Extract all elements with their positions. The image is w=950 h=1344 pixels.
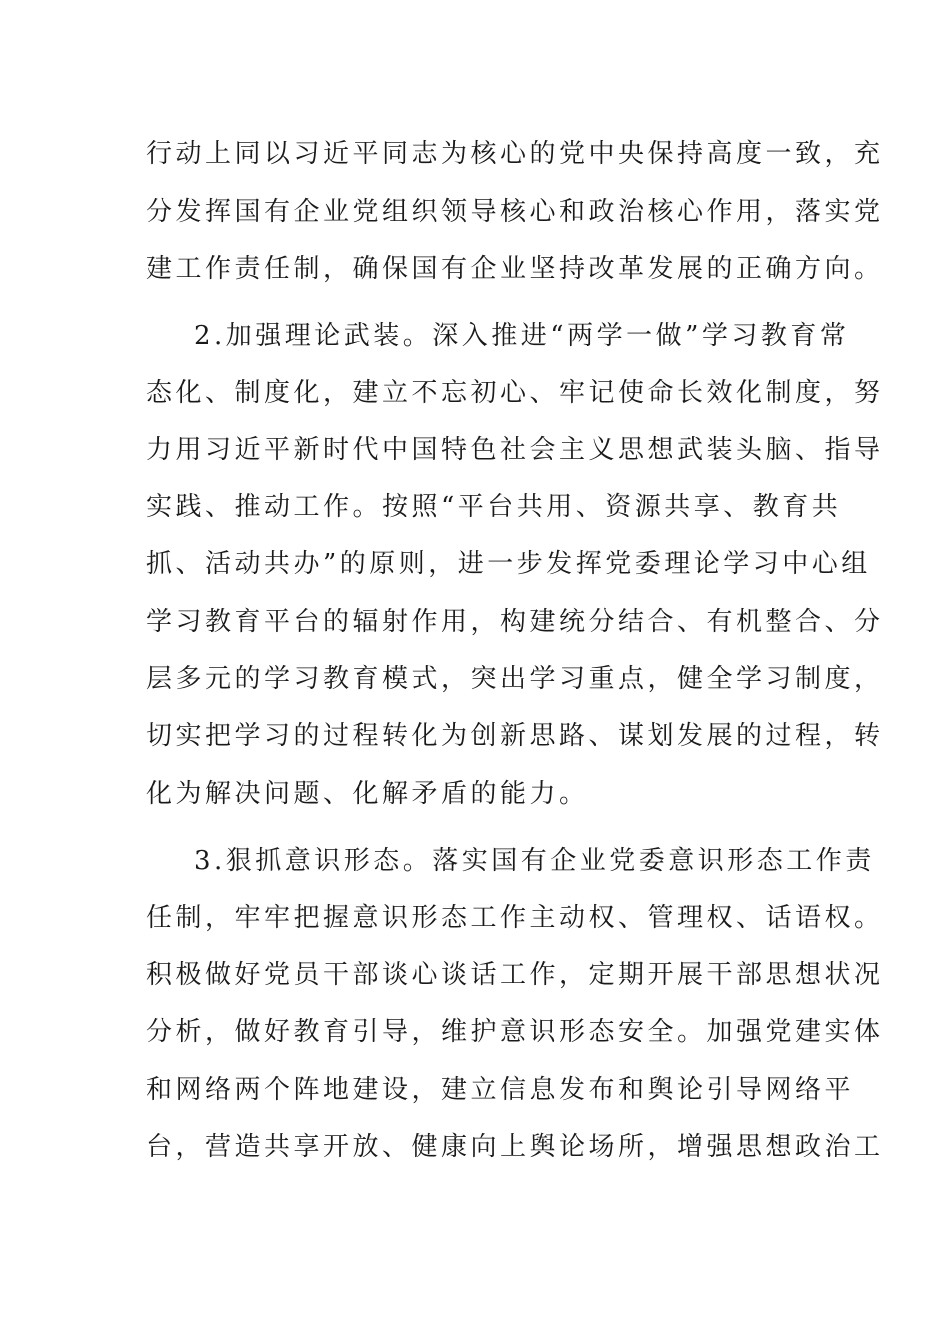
text-line: 任制，牢牢把握意识形态工作主动权、管理权、话语权。 [146,903,884,933]
text-line: 积极做好党员干部谈心谈话工作，定期开展干部思想状况 [146,960,884,990]
text-line: 台，营造共享开放、健康向上舆论场所，增强思想政治工 [146,1132,884,1162]
text-line: 化为解决问题、化解矛盾的能力。 [146,779,589,809]
text-line: 力用习近平新时代中国特色社会主义思想武装头脑、指导 [146,435,884,465]
text-line: 态化、制度化，建立不忘初心、牢记使命长效化制度，努 [146,378,884,408]
text-line: 实践、推动工作。按照“平台共用、资源共享、教育共 [146,492,842,522]
text-line: 行动上同以习近平同志为核心的党中央保持高度一致，充 [146,139,884,169]
text-line: 层多元的学习教育模式，突出学习重点，健全学习制度， [146,664,884,694]
paragraph-first-line: 3.狠抓意识形态。落实国有企业党委意识形态工作责 [194,846,875,876]
text-line: 分析，做好教育引导，维护意识形态安全。加强党建实体 [146,1017,884,1047]
text-line: 分发挥国有企业党组织领导核心和政治核心作用，落实党 [146,197,884,227]
text-line: 学习教育平台的辐射作用，构建统分结合、有机整合、分 [146,607,884,637]
text-line: 建工作责任制，确保国有企业坚持改革发展的正确方向。 [146,254,884,284]
text-line: 和网络两个阵地建设，建立信息发布和舆论引导网络平 [146,1075,855,1105]
paragraph-first-line: 2.加强理论武装。深入推进“两学一做”学习教育常 [194,321,850,351]
text-line: 切实把学习的过程转化为创新思路、谋划发展的过程，转 [146,721,884,751]
text-line: 抓、活动共办”的原则，进一步发挥党委理论学习中心组 [146,549,871,579]
